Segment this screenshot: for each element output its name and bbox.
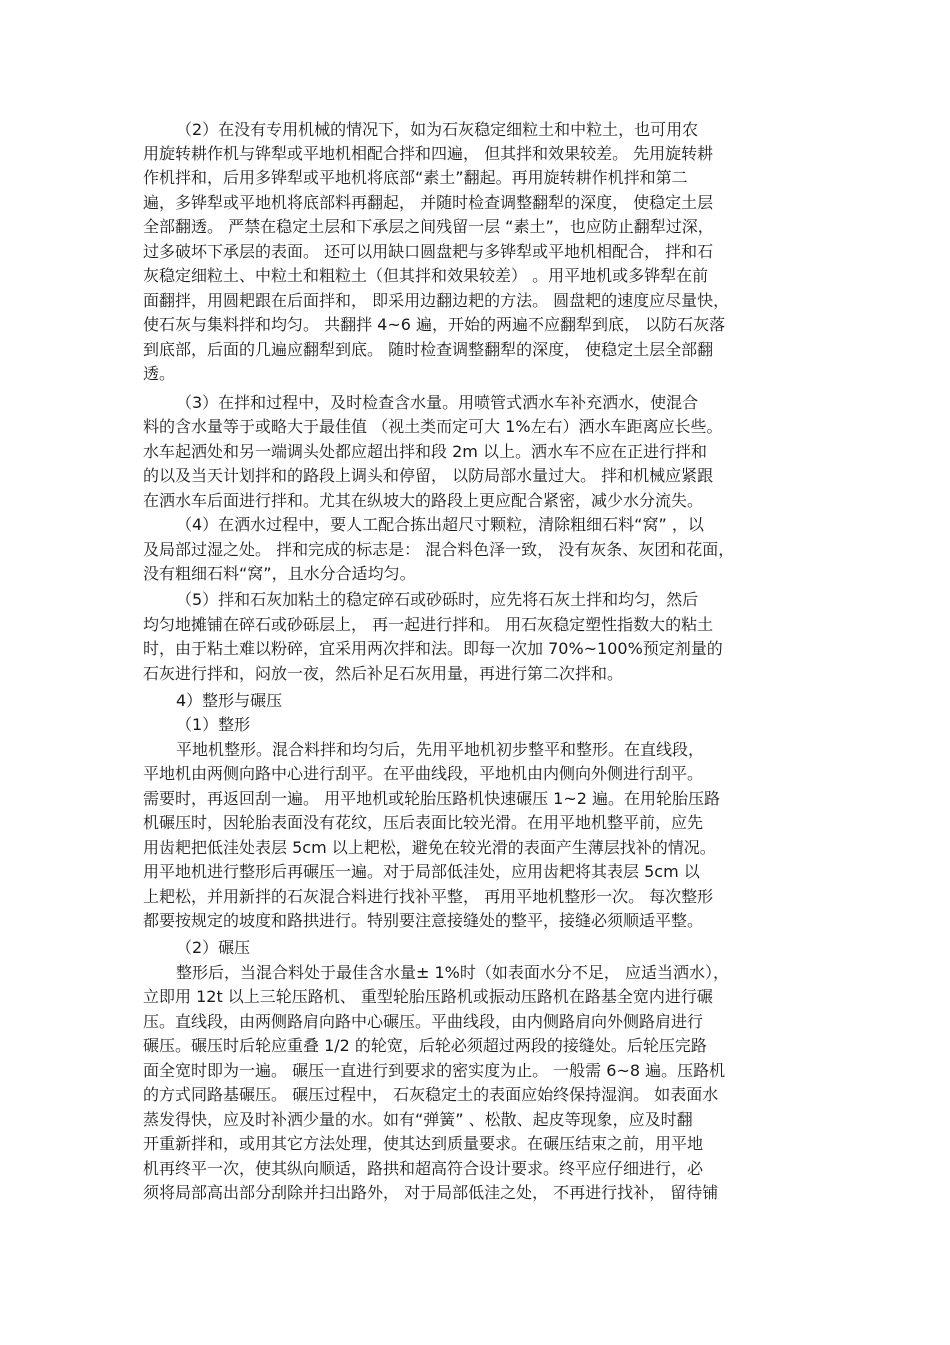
text-line: 均匀地摊铺在碎石或砂砾层上， 再一起进行拌和。 用石灰稳定塑性指数大的粘土: [143, 615, 714, 634]
text-line: 须将局部高出部分刮除并扫出路外， 对于局部低洼之处， 不再进行找补， 留待铺: [143, 1183, 719, 1202]
text-line: 没有粗细石料“窝”，且水分合适均匀。: [143, 564, 416, 583]
text-line: 石灰进行拌和，闷放一夜，然后补足石灰用量，再进行第二次拌和。: [143, 664, 624, 683]
text-line: 机碾压时，因轮胎表面没有花纹，压后表面比较光滑。在用平地机整平前，应先: [143, 813, 704, 832]
text-line: 用旋转耕作机与铧犁或平地机相配合拌和四遍， 但其拌和效果较差。 先用旋转耕: [143, 144, 714, 163]
text-line: （5）拌和石灰加粘土的稳定碎石或砂砾时，应先将石灰土拌和均匀，然后: [176, 590, 699, 609]
text-line: 作机拌和，后用多铧犁或平地机将底部“素土”翻起。再用旋转耕作机拌和第二: [143, 168, 688, 187]
text-line: 的方式同路基碾压。 碾压过程中， 石灰稳定土的表面应始终保持湿润。 如表面水: [143, 1085, 719, 1104]
text-line: 面全宽时即为一遍。 碾压一直进行到要求的密实度为止。 一般需 6~8 遍。压路机: [143, 1061, 726, 1080]
text-line: 平地机由两侧向路中心进行刮平。在平曲线段，平地机由内侧向外侧进行刮平。: [143, 764, 704, 783]
text-line: 水车起洒处和另一端调头处都应超出拌和段 2m 以上。洒水车不应在正进行拌和: [143, 442, 707, 461]
text-line: 遍，多铧犁或平地机将底部料再翻起， 并随时检查调整翻犁的深度， 使稳定土层: [143, 193, 714, 212]
text-line: 面翻拌，用圆耙跟在后面拌和， 即采用边翻边耙的方法。 圆盘耙的速度应尽量快，: [143, 291, 730, 310]
text-line: 平地机整形。混合料拌和均匀后，先用平地机初步整平和整形。在直线段，: [176, 740, 705, 759]
text-line: 碾压。碾压时后轮应重叠 1/2 的轮宽，后轮必须超过两段的接缝处。后轮压完路: [143, 1036, 707, 1055]
text-line: 都要按规定的坡度和路拱进行。特别要注意接缝处的整平，接缝必须顺适平整。: [143, 911, 704, 930]
text-line: 压。直线段，由两侧路肩向路中心碾压。平曲线段，由内侧路肩向外侧路肩进行: [143, 1012, 704, 1031]
text-line: 用平地机进行整形后再碾压一遍。对于局部低洼处，应用齿耙将其表层 5cm 以: [143, 862, 700, 881]
text-line: （2）在没有专用机械的情况下，如为石灰稳定细粒土和中粒土，也可用农: [176, 120, 699, 139]
text-line: 开重新拌和，或用其它方法处理，使其达到质量要求。在碾压结束之前，用平地: [143, 1134, 704, 1153]
text-line: 需要时，再返回刮一遍。 用平地机或轮胎压路机快速碾压 1~2 遍。在用轮胎压路: [143, 789, 721, 808]
text-line: 整形后，当混合料处于最佳含水量± 1%时（如表面水分不足， 应适当洒水），: [176, 963, 729, 982]
text-line: 料的含水量等于或略大于最佳值 （视土类而定可大 1%左右）洒水车距离应长些。: [143, 417, 723, 436]
text-line: 过多破坏下承层的表面。 还可以用缺口圆盘耙与多铧犁或平地机相配合， 拌和石: [143, 242, 714, 261]
text-line: 上耙松，并用新拌的石灰混合料进行找补平整， 再用平地机整形一次。 每次整形: [143, 887, 714, 906]
text-line: 立即用 12t 以上三轮压路机、 重型轮胎压路机或振动压路机在路基全宽内进行碾: [143, 987, 713, 1006]
text-line: 及局部过湿之处。 拌和完成的标志是： 混合料色泽一致， 没有灰条、灰团和花面，: [143, 540, 735, 559]
text-line: 全部翻透。 严禁在稳定土层和下承层之间残留一层 “素土”，也应防止翻犁过深，: [143, 217, 714, 236]
text-line: 蒸发得快，应及时补洒少量的水。如有“弹簧” 、松散、起皮等现象，应及时翻: [143, 1110, 693, 1129]
text-line: 机再终平一次，使其纵向顺适，路拱和超高符合设计要求。终平应仔细进行，必: [143, 1159, 704, 1178]
text-line: 透。: [143, 364, 176, 383]
section-heading: 4）整形与碾压: [176, 691, 283, 710]
text-line: 在洒水车后面进行拌和。尤其在纵坡大的路段上更应配合紧密，减少水分流失。: [143, 491, 704, 510]
text-line: 的以及当天计划拌和的路段上调头和停留， 以防局部水量过大。 拌和机械应紧跟: [143, 466, 714, 485]
text-line: 灰稳定细粒土、中粒土和粗粒土（但其拌和效果较差） 。用平地机或多铧犁在前: [143, 266, 709, 285]
subsection-heading: （2）碾压: [176, 938, 251, 957]
text-line: 到底部，后面的几遍应翻犁到底。 随时检查调整翻犁的深度， 使稳定土层全部翻: [143, 340, 714, 359]
text-line: 使石灰与集料拌和均匀。 共翻拌 4~6 遍，开始的两遍不应翻犁到底， 以防石灰落: [143, 315, 726, 334]
text-line: 时，由于粘土难以粉碎，宜采用两次拌和法。即每一次加 70%~100%预定剂量的: [143, 639, 723, 658]
text-line: 用齿耙把低洼处表层 5cm 以上耙松，避免在较光滑的表面产生薄层找补的情况。: [143, 838, 716, 857]
subsection-heading: （1）整形: [176, 715, 251, 734]
text-line: （3）在拌和过程中，及时检查含水量。用喷管式洒水车补充洒水，使混合: [176, 393, 699, 412]
text-line: （4）在洒水过程中，要人工配合拣出超尺寸颗粒，清除粗细石料“窝” ，以: [176, 515, 704, 534]
